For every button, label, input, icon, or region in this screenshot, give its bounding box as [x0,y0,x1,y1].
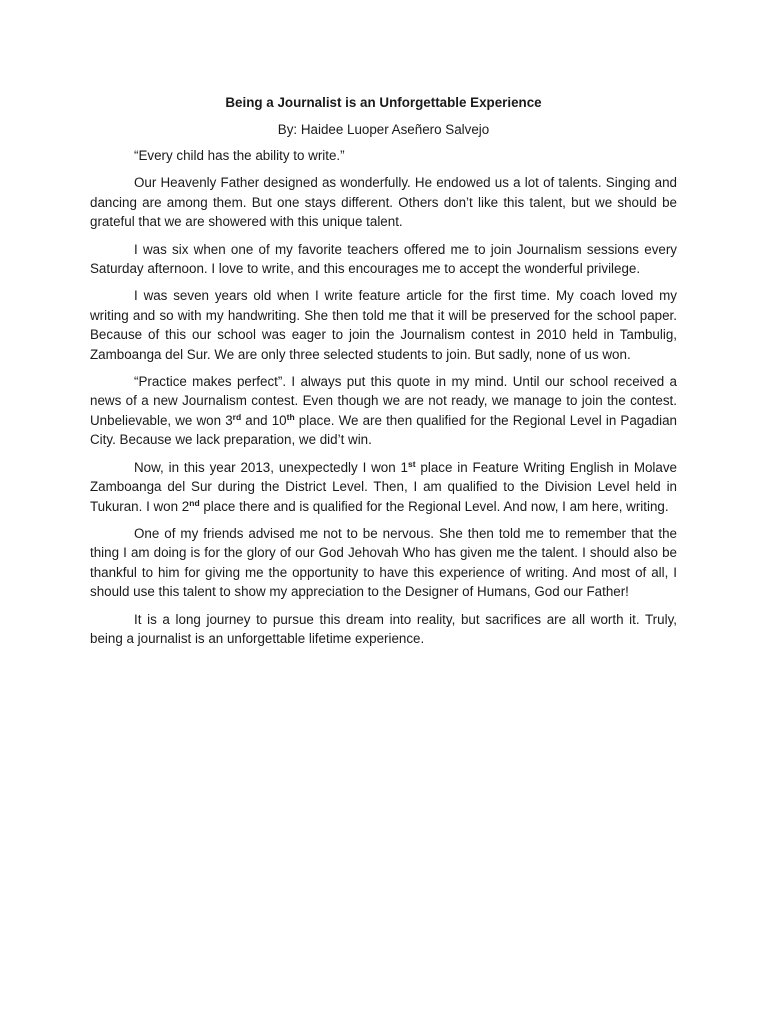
paragraph-6: One of my friends advised me not to be nervous. She then told me to remember that the thing I am doing is for the glory of our God Jehovah Who has given me the talent. I should also be thankful to him for giving me the opportunity to have this experience of writing. And most of all, I should use this talent to show my appreciation to the Designer of Humans, God our Father! [90,525,677,600]
paragraph-4-text-c: place. We are then qualified for the Regional Level in Pagadian City. Because we lack preparation, we did’t win. [90,412,677,448]
paragraph-4-text-b: and 10 [241,412,287,428]
paragraph-5-text-a: Now, in this year 2013, unexpectedly I won 1 [134,459,408,475]
ordinal-suffix-st: st [408,458,416,469]
document-page [90,93,677,656]
author-byline: By: Haidee Luoper Aseñero Salvejo [277,122,490,137]
paragraph-4 [90,372,677,450]
paragraph-4-text-a: “Practice makes perfect”. I always put this quote in my mind. Until our school received a news of a new Journalism contest. Even though we are not ready, we manage to join the contest. Unbelievable, we won 3 [90,374,677,428]
paragraph-7: It is a long journey to pursue this dream into reality, but sacrifices are all worth it. Truly, being a journalist is an unforgettable lifetime experience. [90,611,677,646]
paragraph-5-text-c: place there and is qualified for the Regional Level. And now, I am here, writing. [199,498,669,514]
paragraph-1: Our Heavenly Father designed as wonderfully. He endowed us a lot of talents. Singing and dancing are among them. But one stays different. Others don’t like this talent, but we should be grateful that we are showered with this unique talent. [90,175,677,230]
paragraph-5 [90,458,677,516]
ordinal-suffix-nd: nd [189,497,200,508]
opening-quote: “Every child has the ability to write.” [134,148,345,163]
paragraph-3: I was seven years old when I write feature article for the first time. My coach loved my writing and so with my handwriting. She then told me that it will be preserved for the school paper. Because of this our school was eager to join the Journalism contest in 2010 held in Tambulig, Zamboanga del Sur. We are only three selected students to join. But sadly, none of us won. [90,288,677,362]
paragraph-2: I was six when one of my favorite teachers offered me to join Journalism sessions every Saturday afternoon. I love to write, and this encourages me to accept the wonderful privilege. [90,241,677,277]
ordinal-suffix-th: th [286,411,295,422]
paragraph-5-text-b: place in Feature Writing English in Molave Zamboanga del Sur during the District Level. Then, I am qualified to the Division Level held in Tukuran. I won 2 [90,459,677,514]
ordinal-suffix-rd: rd [232,411,242,422]
document-title: Being a Journalist is an Unforgettable Experience [225,95,542,110]
